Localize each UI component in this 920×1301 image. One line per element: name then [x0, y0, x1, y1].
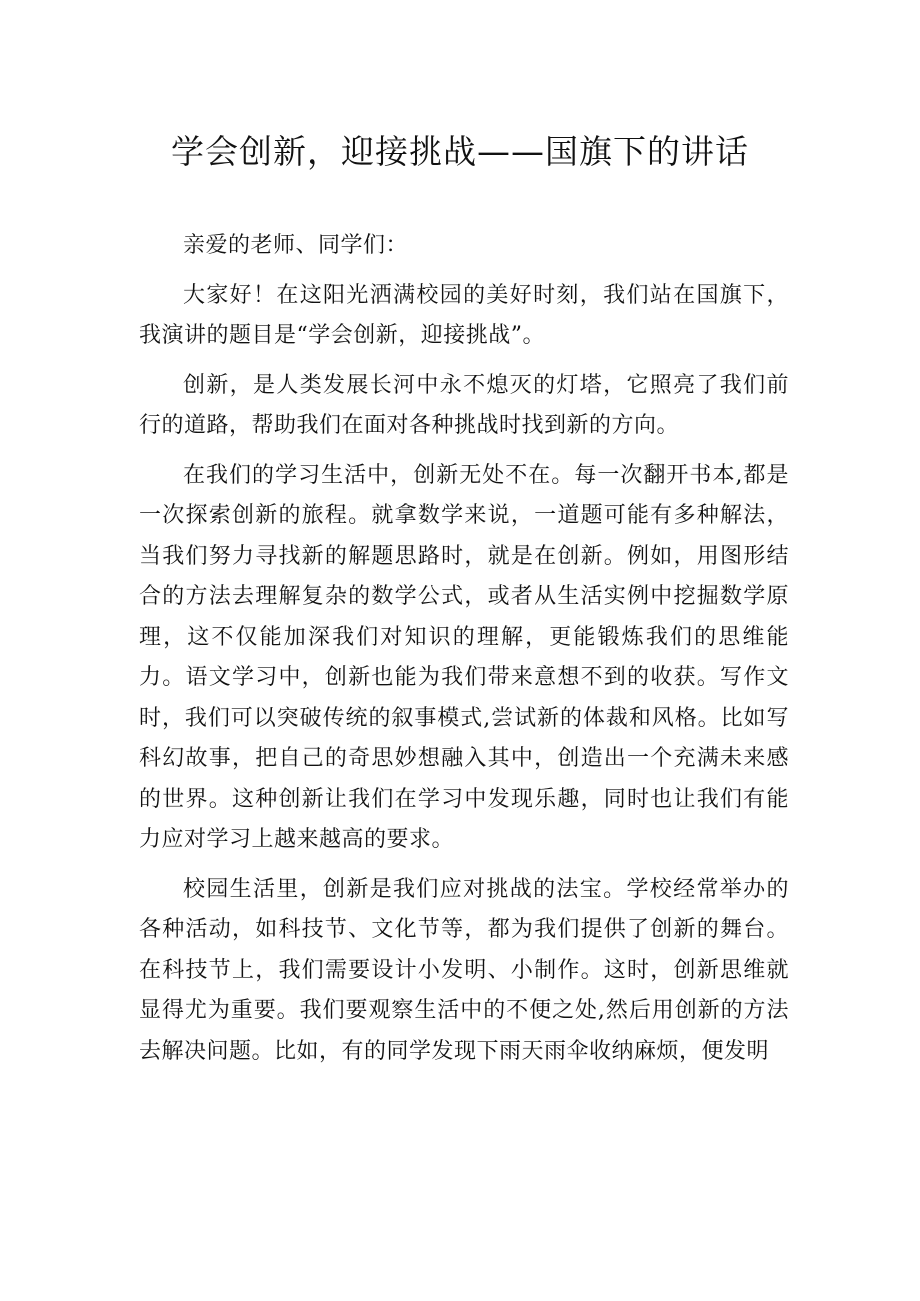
paragraph: 在我们的学习生活中，创新无处不在。每一次翻开书本,都是一次探索创新的旅程。就拿数学来说，一道题可能有多种解法，当我们努力寻找新的解题思路时，就是在创新。例如，用图形结合的方法去理解复杂的数学公式，或者从生活实例中挖掘数学原理，这不仅能加深我们对知识的理解，更能锻炼我们的思维能力。语文学习中，创新也能为我们带来意想不到的收获。写作文时，我们可以突破传统的叙事模式,尝试新的体裁和风格。比如写科幻故事，把自己的奇思妙想融入其中，创造出一个充满未来感的世界。这种创新让我们在学习中发现乐趣，同时也让我们有能力应对学习上越来越高的要求。 [139, 462, 789, 852]
document-title: 学会创新，迎接挑战——国旗下的讲话 [171, 132, 749, 171]
paragraph: 大家好！在这阳光洒满校园的美好时刻，我们站在国旗下，我演讲的题目是“学会创新，迎接挑战”。 [139, 282, 789, 348]
paragraph: 校园生活里，创新是我们应对挑战的法宝。学校经常举办的各种活动，如科技节、文化节等，都为我们提供了创新的舞台。在科技节上，我们需要设计小发明、小制作。这时，创新思维就显得尤为重要。我们要观察生活中的不便之处,然后用创新的方法去解决问题。比如，有的同学发现下雨天雨伞收纳麻烦，便发明 [139, 876, 789, 1064]
paragraph: 创新，是人类发展长河中永不熄灭的灯塔，它照亮了我们前行的道路，帮助我们在面对各种挑战时找到新的方向。 [139, 372, 789, 438]
document-body [139, 226, 789, 1072]
salutation: 亲爱的老师、同学们： [183, 233, 409, 258]
